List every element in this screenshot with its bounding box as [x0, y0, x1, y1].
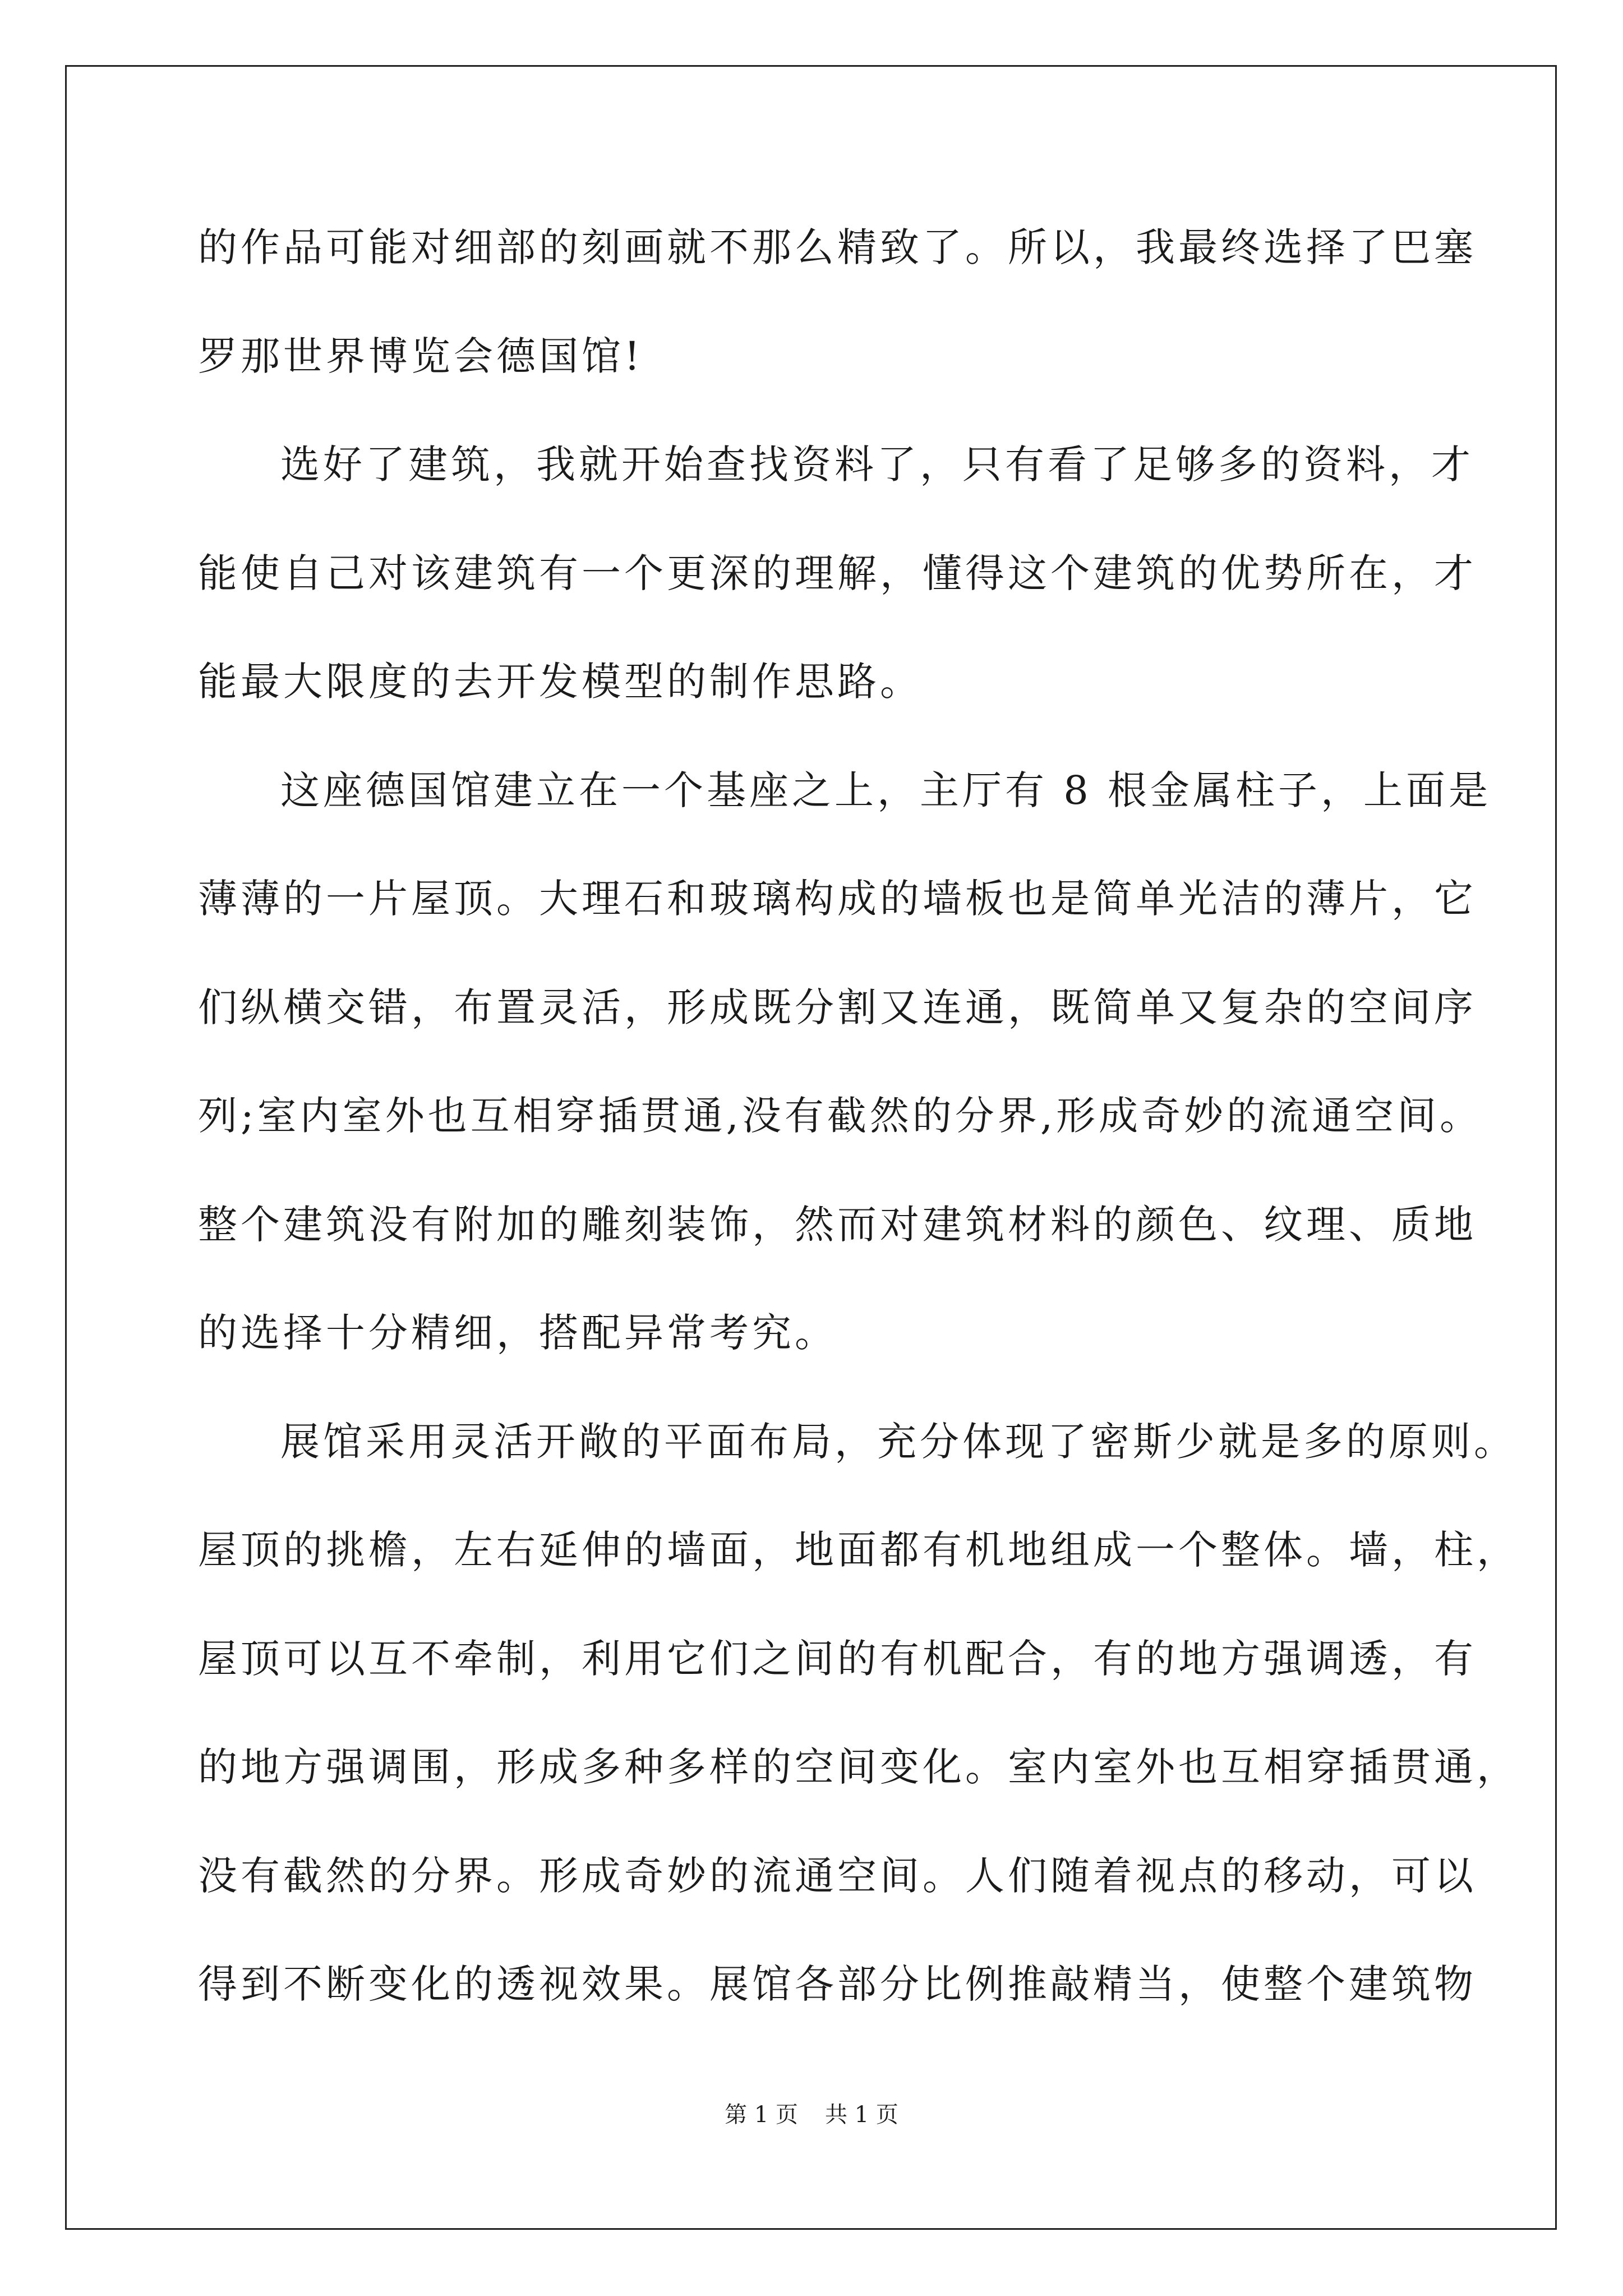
text-line: 能最大限度的去开发模型的制作思路。	[198, 659, 923, 705]
text-line: 列;室内室外也互相穿插贯通,没有截然的分界,形成奇妙的流通空间。	[198, 1093, 1483, 1139]
page-total: 共 1 页	[825, 2102, 898, 2128]
text-line: 的地方强调围，形成多种多样的空间变化。室内室外也互相穿插贯通，	[198, 1744, 1519, 1790]
text-line: 能使自己对该建筑有一个更深的理解，懂得这个建筑的优势所在，才	[198, 550, 1477, 596]
text-line: 选好了建筑，我就开始查找资料了，只有看了足够多的资料，才	[280, 441, 1474, 487]
page-footer	[0, 2098, 1623, 2132]
text-line: 展馆采用灵活开敞的平面布局，充分体现了密斯少就是多的原则。	[280, 1419, 1516, 1465]
page-number: 第 1 页	[725, 2102, 798, 2128]
text-line: 罗那世界博览会德国馆!	[198, 333, 644, 379]
text-line: 这座德国馆建立在一个基座之上，主厅有 8 根金属柱子，上面是	[280, 767, 1492, 813]
text-line: 没有截然的分界。形成奇妙的流通空间。人们随着视点的移动，可以	[198, 1853, 1477, 1899]
text-line: 的选择十分精细，搭配异常考究。	[198, 1310, 837, 1356]
text-line: 薄薄的一片屋顶。大理石和玻璃构成的墙板也是简单光洁的薄片，它	[198, 876, 1477, 922]
text-line: 们纵横交错，布置灵活，形成既分割又连通，既简单又复杂的空间序	[198, 984, 1477, 1030]
text-line: 屋顶的挑檐，左右延伸的墙面，地面都有机地组成一个整体。墙，柱，	[198, 1527, 1519, 1573]
text-line: 得到不断变化的透视效果。展馆各部分比例推敲精当，使整个建筑物	[198, 1961, 1477, 2007]
text-line: 的作品可能对细部的刻画就不那么精致了。所以，我最终选择了巴塞	[198, 224, 1477, 270]
text-line: 整个建筑没有附加的雕刻装饰，然而对建筑材料的颜色、纹理、质地	[198, 1202, 1477, 1248]
text-line: 屋顶可以互不牵制，利用它们之间的有机配合，有的地方强调透，有	[198, 1636, 1477, 1682]
